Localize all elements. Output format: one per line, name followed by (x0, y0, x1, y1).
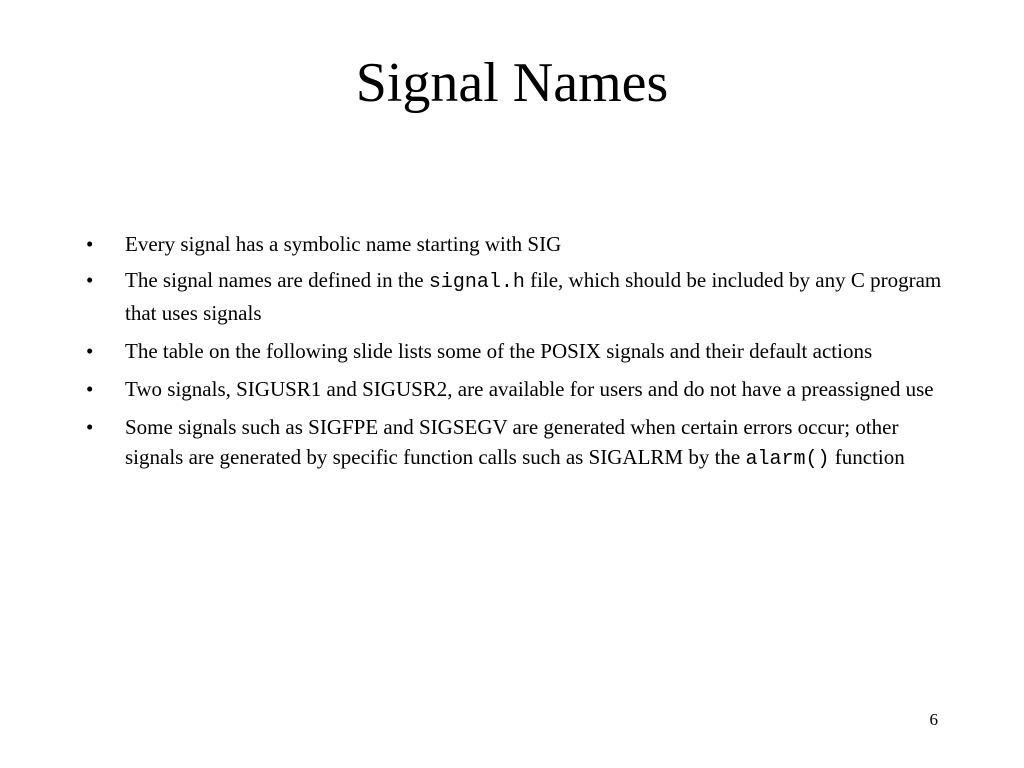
code-alarm-function: alarm() (745, 448, 830, 471)
bullet-item (86, 336, 956, 366)
bullet-text: Some signals such as SIGFPE and SIGSEGV are generated when certain errors occur; other signals are generated by specific function calls such as SIGALRM by the (125, 415, 899, 469)
bullet-text: The table on the following slide lists some of the POSIX signals and their default actions (125, 339, 873, 363)
bullet-item (86, 229, 956, 259)
bullet-list (86, 229, 956, 483)
bullet-text: Every signal has a symbolic name starting with SIG (125, 232, 562, 256)
code-signal-h: signal.h (428, 271, 525, 294)
slide-title: Signal Names (355, 52, 669, 114)
bullet-mark: • (86, 377, 94, 401)
bullet-mark: • (86, 268, 94, 292)
page-number: 6 (929, 710, 938, 729)
bullet-text: The signal names are defined in the (125, 268, 429, 292)
bullet-mark: • (86, 339, 94, 363)
bullet-mark: • (86, 415, 94, 439)
bullet-item (86, 374, 956, 404)
bullet-text: function (829, 445, 905, 469)
bullet-item (86, 412, 956, 475)
bullet-item (86, 265, 956, 328)
bullet-text: Two signals, SIGUSR1 and SIGUSR2, are available for users and do not have a preassigned use (125, 377, 934, 401)
bullet-mark: • (86, 232, 94, 256)
bullet-text: file, which should be included by any C program that uses signals (125, 268, 942, 325)
